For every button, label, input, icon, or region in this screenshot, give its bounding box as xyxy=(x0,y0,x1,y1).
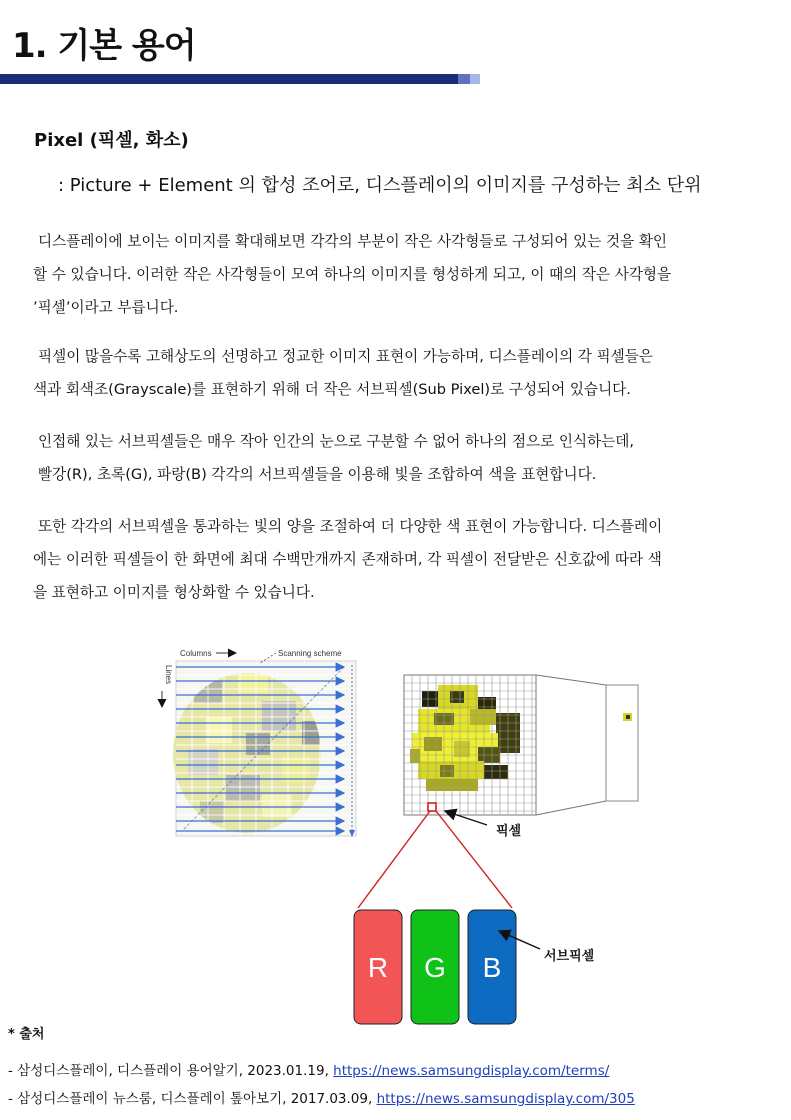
paragraph xyxy=(38,425,634,491)
page-title: 1. 기본 용어 xyxy=(12,26,196,66)
paragraph-line: 픽셀이 많을수록 고해상도의 선명하고 정교한 이미지 표현이 가능하며, 디스플레이의 각 픽셀들은 xyxy=(38,348,653,365)
source-text: - 삼성디스플레이, 디스플레이 용어알기, 2023.01.19, xyxy=(8,1063,334,1079)
subpixel-green-letter: G xyxy=(424,952,446,983)
paragraph-line: 또한 각각의 서브픽셀을 통과하는 빛의 양을 조절하여 더 다양한 색 표현이 가능합니다. 디스플레이 xyxy=(38,518,663,535)
title-underline-accent xyxy=(458,74,470,84)
source-item xyxy=(8,1059,609,1079)
pixel-definition: : Picture + Element 의 합성 조어로, 디스플레이의 이미지를 구성하는 최소 단위 xyxy=(58,175,702,196)
title-underline xyxy=(0,74,458,84)
paragraph xyxy=(33,543,662,609)
paragraph xyxy=(38,510,662,543)
paragraph-line: 에는 이러한 픽셀들이 한 화면에 최대 수백만개까지 존재하며, 각 픽셀이 전달받은 신호값에 따라 색 xyxy=(33,551,662,568)
source-link[interactable]: https://news.samsungdisplay.com/terms/ xyxy=(333,1063,610,1079)
paragraph-line: 디스플레이에 보이는 이미지를 확대해보면 각각의 부분이 작은 사각형들로 구성되어 있는 것을 확인 xyxy=(38,233,668,250)
paragraph-line: 색과 회색조(Grayscale)를 표현하기 위해 더 작은 서브픽셀(Sub Pixel)로 구성되어 있습니다. xyxy=(33,381,631,398)
subpixel-red-letter: R xyxy=(367,952,389,983)
subpixel-label: 서브픽셀 xyxy=(544,949,595,964)
paragraph-line: 빨강(R), 초록(G), 파랑(B) 각각의 서브픽셀들을 이용해 빛을 조합하여 색을 표현합니다. xyxy=(38,466,597,483)
paragraph xyxy=(38,340,653,373)
pixel-diagram xyxy=(142,625,652,1030)
scanning-scheme-illustration xyxy=(142,625,367,845)
subpixel-group xyxy=(354,910,516,1024)
source-text: - 삼성디스플레이 뉴스룸, 디스플레이 톺아보기, 2017.03.09, xyxy=(8,1091,377,1107)
sources-title: * 출처 xyxy=(8,1027,45,1042)
paragraph-line: 을 표현하고 이미지를 형상화할 수 있습니다. xyxy=(33,584,315,601)
lines-label: Lines xyxy=(164,665,173,685)
paragraph-line: 인접해 있는 서브픽셀들은 매우 작아 인간의 눈으로 구분할 수 없어 하나의 점으로 인식하는데, xyxy=(38,433,635,450)
pixel-label: 픽셀 xyxy=(496,824,522,839)
title-underline-accent-light xyxy=(470,74,480,84)
section-subtitle: Pixel (픽셀, 화소) xyxy=(34,130,189,151)
subpixel-blue-letter: B xyxy=(482,952,502,983)
columns-label: Columns xyxy=(180,649,212,658)
source-link[interactable]: https://news.samsungdisplay.com/305 xyxy=(376,1091,635,1107)
paragraph xyxy=(33,258,671,324)
scanning-scheme-label: Scanning scheme xyxy=(278,649,342,658)
paragraph-line: ’픽셀’이라고 부릅니다. xyxy=(33,299,179,316)
paragraph xyxy=(33,373,631,406)
source-item xyxy=(8,1087,635,1107)
paragraph xyxy=(38,225,667,258)
paragraph-line: 할 수 있습니다. 이러한 작은 사각형들이 모여 하나의 이미지를 형성하게 되고, 이 때의 작은 사각형을 xyxy=(33,266,672,283)
